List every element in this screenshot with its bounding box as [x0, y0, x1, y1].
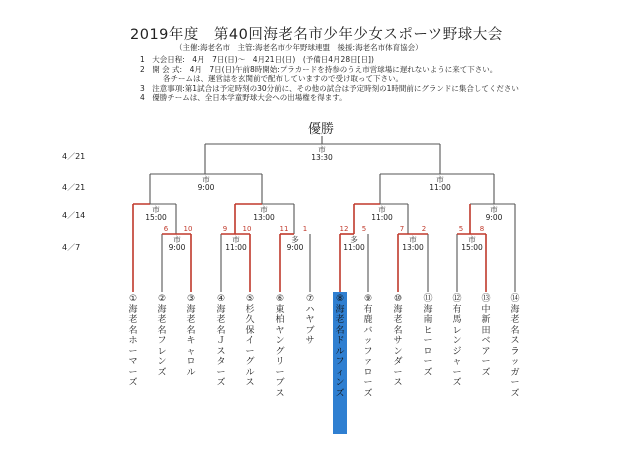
team-name-char: ァ: [363, 357, 373, 367]
team-name-char: ス: [216, 346, 226, 357]
match-venue: 市: [318, 145, 326, 154]
team-name-char: ロ: [363, 367, 373, 378]
team-name-char: ン: [275, 336, 285, 346]
team-name-char: ラ: [510, 346, 520, 357]
team-name-char: レ: [157, 346, 167, 357]
team-name-char: ダ: [393, 357, 403, 367]
info-line: 各チームは、運営誌を玄関前で配布していますので受け取って下さい。: [148, 74, 403, 84]
champion-label: 優勝: [308, 122, 335, 137]
team-name-char: イ: [245, 336, 255, 346]
team-name-char: 田: [481, 325, 491, 336]
team-number: ①: [128, 294, 138, 304]
team-name-char: ン: [452, 336, 462, 346]
team-name-char: 有: [452, 304, 462, 315]
match-venue: 市: [409, 235, 417, 244]
team-name-char: 海: [423, 304, 433, 315]
match-time: 9:00: [286, 243, 304, 252]
match-venue: 市: [202, 175, 210, 184]
round-label-semi: 4／21: [62, 183, 86, 192]
match-r1-6: [461, 236, 483, 252]
team-name-char: ズ: [216, 378, 226, 388]
match-r1-5: [402, 236, 424, 252]
team-name-char: ズ: [335, 388, 345, 399]
team-8: [334, 294, 346, 399]
team-name-char: ス: [245, 378, 255, 388]
score: 7: [399, 225, 405, 233]
match-r1-1: [169, 236, 186, 252]
match-qf4: [486, 206, 503, 222]
team-4: [215, 294, 227, 389]
score: 5: [361, 225, 367, 233]
team-name-char: ジ: [452, 346, 462, 357]
team-name-char: 新: [481, 315, 491, 325]
team-11: [422, 294, 434, 378]
team-name-char: ガ: [510, 367, 520, 378]
team-name-char: ー: [423, 336, 433, 346]
team-6: [274, 294, 286, 399]
team-name-char: ズ: [363, 388, 373, 399]
info-line: 2 開 会 式: 4月 7日(日)午前8時開始:プラカードを持参のうえ市営球場に遅れないように来て下さい。: [140, 64, 498, 74]
team-name-char: 老: [510, 315, 520, 325]
team-name-char: 中: [481, 304, 491, 315]
team-name-char: フ: [363, 346, 373, 357]
team-name-char: ヒ: [423, 325, 433, 336]
team-name-char: ズ: [510, 388, 520, 399]
team-name-char: タ: [216, 357, 226, 367]
team-name-char: ー: [481, 357, 491, 367]
team-number: ③: [186, 294, 196, 304]
match-time: 11:00: [429, 183, 451, 192]
team-name-char: ッ: [363, 336, 373, 346]
team-name-char: ズ: [423, 367, 433, 378]
team-number: ④: [216, 294, 226, 304]
team-name-char: Ｊ: [216, 336, 226, 346]
team-name-char: 名: [186, 325, 196, 336]
match-time: 9:00: [485, 213, 503, 222]
team-name-char: ド: [335, 336, 345, 346]
match-r1-3: [287, 236, 304, 252]
team-1: [127, 294, 139, 389]
match-time: 9:00: [197, 183, 215, 192]
team-name-char: 保: [245, 325, 255, 336]
team-name-char: 久: [245, 315, 255, 325]
team-12: [451, 294, 463, 389]
match-final: [311, 146, 333, 162]
team-name-char: 名: [510, 325, 520, 336]
info-line: 3 注意事項:第1試合は予定時刻の30分前に、その他の試合は予定時刻の1時間前にグランドに集合してください: [140, 83, 519, 93]
team-name-char: ロ: [186, 357, 196, 367]
match-venue: 市: [468, 235, 476, 244]
team-name-char: 老: [186, 315, 196, 325]
team-name-char: ヤ: [305, 315, 315, 325]
team-number: ②: [157, 294, 167, 304]
match-venue: 市: [436, 175, 444, 184]
team-name-char: ー: [245, 346, 255, 357]
match-venue: 市: [173, 235, 181, 244]
match-time: 13:00: [253, 213, 275, 222]
team-name-char: ブ: [305, 325, 315, 336]
team-name-char: 海: [186, 304, 196, 315]
team-3: [185, 294, 197, 378]
team-name-char: ン: [157, 357, 167, 367]
match-r1-2: [225, 236, 247, 252]
team-name-char: ー: [363, 378, 373, 388]
match-qf3: [371, 206, 393, 222]
team-name-char: ス: [510, 336, 520, 346]
team-number: ⑧: [335, 294, 345, 304]
team-name-char: ー: [452, 367, 462, 378]
team-number: ⑫: [452, 294, 462, 304]
team-name-char: ズ: [157, 367, 167, 378]
team-name-char: ー: [275, 367, 285, 378]
match-venue: 市: [232, 235, 240, 244]
match-time: 11:00: [225, 243, 247, 252]
team-name-char: フ: [157, 336, 167, 346]
info-line: 1 大会日程: 4月 7日(日)～ 4月21日(日) (予備日4月28日[日]): [140, 55, 374, 64]
team-7: [304, 294, 316, 347]
team-name-char: ャ: [452, 357, 462, 367]
team-name-char: リ: [275, 357, 285, 367]
match-time: 11:00: [371, 213, 393, 222]
team-14: [509, 294, 521, 399]
team-name-char: 名: [335, 325, 345, 336]
team-name-char: ー: [393, 367, 403, 378]
team-name-char: バ: [363, 325, 373, 336]
round-label-final: 4／21: [62, 152, 86, 161]
score: 10: [183, 225, 193, 233]
match-time: 15:00: [145, 213, 167, 222]
score: 1: [302, 225, 308, 233]
team-name-char: ハ: [305, 304, 315, 315]
team-name-char: 名: [157, 325, 167, 336]
match-time: 15:00: [461, 243, 483, 252]
team-name-char: マ: [128, 357, 138, 367]
match-time: 9:00: [168, 243, 186, 252]
match-venue: 市: [378, 205, 386, 214]
team-name-char: 海: [157, 304, 167, 315]
team-name-char: ー: [423, 357, 433, 367]
page-subtitle: （主催:海老名市 主管:海老名市少年野球連盟 後援:海老名市体育協会）: [175, 43, 423, 52]
team-name-char: 名: [128, 325, 138, 336]
match-time: 13:30: [311, 153, 333, 162]
team-name-char: 名: [393, 325, 403, 336]
team-name-char: ー: [128, 346, 138, 357]
team-name-char: ル: [335, 346, 345, 357]
team-name-char: キ: [186, 336, 196, 346]
team-name-char: ア: [481, 346, 491, 357]
score: 8: [479, 225, 485, 233]
team-name-char: 老: [128, 315, 138, 325]
team-number: ⑩: [393, 294, 403, 304]
team-name-char: 老: [393, 315, 403, 325]
page-title: 2019年度 第40回海老名市少年少女スポーツ野球大会: [130, 27, 503, 43]
team-number: ⑬: [481, 294, 491, 304]
team-name-char: グ: [245, 357, 255, 367]
team-name-char: 海: [335, 304, 345, 315]
team-10: [392, 294, 404, 389]
team-name-char: 名: [216, 325, 226, 336]
team-name-char: 杉: [245, 304, 255, 315]
team-name-char: 南: [423, 315, 433, 325]
team-name-char: ー: [510, 378, 520, 388]
team-name-char: 馬: [452, 315, 462, 325]
match-qf1: [145, 206, 167, 222]
team-name-char: ィ: [335, 367, 345, 378]
team-5: [244, 294, 256, 389]
team-name-char: ズ: [128, 378, 138, 388]
team-name-char: ー: [128, 367, 138, 378]
team-2: [156, 294, 168, 378]
team-name-char: 東: [275, 304, 285, 315]
team-name-char: 有: [363, 304, 373, 315]
team-name-char: サ: [393, 336, 403, 346]
team-name-char: ャ: [186, 346, 196, 357]
score: 6: [163, 225, 169, 233]
team-name-char: 海: [393, 304, 403, 315]
team-name-char: ロ: [423, 346, 433, 357]
match-venue: 多: [350, 235, 358, 244]
score: 5: [458, 225, 464, 233]
match-qf2: [253, 206, 275, 222]
team-name-char: ー: [216, 367, 226, 378]
match-semi-right: [429, 176, 451, 192]
team-number: ⑥: [275, 294, 285, 304]
team-name-char: 鹿: [363, 315, 373, 325]
team-name-char: ベ: [481, 336, 491, 346]
team-name-char: ヤ: [275, 325, 285, 336]
team-name-char: 老: [335, 315, 345, 325]
team-name-char: 海: [510, 304, 520, 315]
team-number: ⑭: [510, 294, 520, 304]
team-name-char: レ: [452, 325, 462, 336]
team-number: ⑤: [245, 294, 255, 304]
team-number: ⑨: [363, 294, 373, 304]
team-name-char: フ: [335, 357, 345, 367]
team-name-char: ル: [186, 367, 196, 378]
team-number: ⑪: [423, 294, 433, 304]
team-name-char: ブ: [275, 378, 285, 388]
score: 10: [242, 225, 252, 233]
match-time: 13:00: [402, 243, 424, 252]
team-name-char: ン: [393, 346, 403, 357]
team-name-char: グ: [275, 346, 285, 357]
match-venue: 市: [490, 205, 498, 214]
team-name-char: 海: [128, 304, 138, 315]
score: 2: [421, 225, 427, 233]
match-venue: 市: [260, 205, 268, 214]
team-name-char: ズ: [452, 378, 462, 388]
team-name-char: ン: [335, 378, 345, 388]
info-line: 4 優勝チームは、全日本学童野球大会への出場権を得ます。: [140, 93, 347, 103]
team-name-char: 海: [216, 304, 226, 315]
team-name-char: 老: [157, 315, 167, 325]
round-label-quarter: 4／14: [62, 211, 86, 220]
match-r1-4: [343, 236, 365, 252]
match-venue: 市: [152, 205, 160, 214]
round-label-first: 4／7: [62, 243, 81, 252]
team-13: [480, 294, 492, 378]
team-name-char: ス: [393, 378, 403, 388]
score: 9: [222, 225, 228, 233]
team-name-char: 老: [216, 315, 226, 325]
team-number: ⑦: [305, 294, 315, 304]
score: 11: [279, 225, 289, 233]
team-name-char: ス: [275, 388, 285, 399]
team-name-char: 柏: [275, 315, 285, 325]
match-time: 11:00: [343, 243, 365, 252]
team-name-char: ル: [245, 367, 255, 378]
match-semi-left: [198, 176, 215, 192]
team-name-char: ホ: [128, 336, 138, 346]
team-name-char: ッ: [510, 357, 520, 367]
team-name-char: サ: [305, 336, 315, 346]
team-9: [362, 294, 374, 399]
score: 12: [339, 225, 349, 233]
match-venue: 多: [291, 235, 299, 244]
team-name-char: ズ: [481, 367, 491, 378]
